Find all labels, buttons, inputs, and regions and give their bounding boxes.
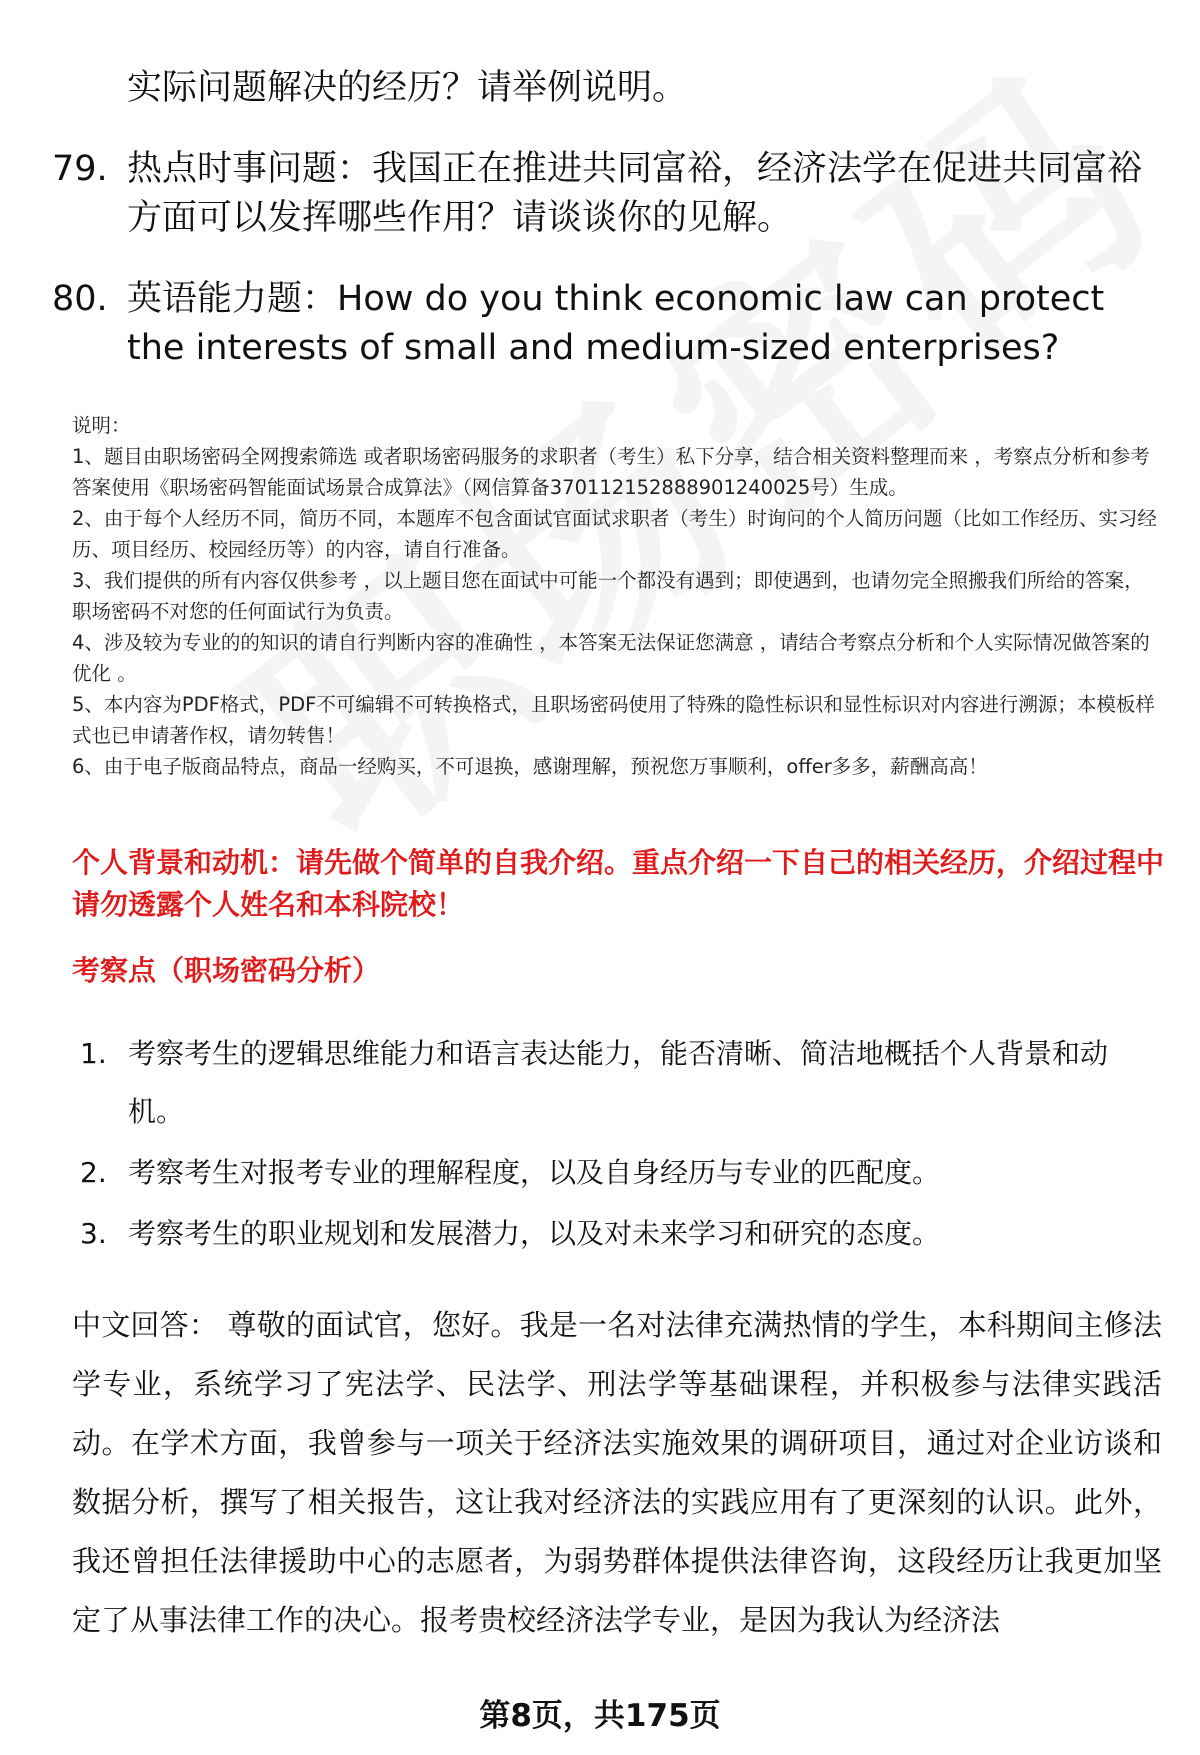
notes-title: 说明： xyxy=(72,414,131,437)
answer-label: 中文回答： xyxy=(72,1308,219,1342)
note-item: 2、由于每个人经历不同，简历不同，本题库不包含面试官面试求职者（考生）时询问的个人简历问题（比如工作经历、实习经历、项目经历、校园经历等）的内容，请自行准备。 xyxy=(72,507,1157,561)
list-item-text: 考察考生的逻辑思维能力和语言表达能力，能否清晰、简洁地概括个人背景和动机。 xyxy=(128,1037,1109,1128)
question-text: 英语能力题：How do you think economic law can protect the interests of small and medium-sized enterprises? xyxy=(127,279,1105,368)
motive-question-heading: 个人背景和动机：请先做个简单的自我介绍。重点介绍一下自己的相关经历，介绍过程中请勿透露个人姓名和本科院校！ xyxy=(72,846,1165,921)
previous-question-continuation: 实际问题解决的经历？请举例说明。 xyxy=(127,68,688,108)
question-number: 79. xyxy=(52,149,108,189)
exam-points-title: 考察点（职场密码分析） xyxy=(72,954,381,987)
question-80 xyxy=(52,275,1162,373)
answer-text: 尊敬的面试官，您好。我是一名对法律充满热情的学生，本科期间主修法学专业，系统学习了宪法学、民法学、刑法学等基础课程，并积极参与法律实践活动。在学术方面，我曾参与一项关于经济法实施效果的调研项目，通过对企业访谈和数据分析，撰写了相关报告，这让我对经济法的实践应用有了更深刻的认识。此外，我还曾担任法律援助中心的志愿者，为弱势群体提供法律咨询，这段经历让我更加坚定了从事法律工作的决心。报考贵校经济法学专业，是因为我认为经济法 xyxy=(72,1308,1162,1637)
question-79 xyxy=(52,145,1162,243)
note-item: 1、题目由职场密码全网搜索筛选 或者职场密码服务的求职者（考生）私下分享，结合相关资料整理而来 ，考察点分析和参考答案使用《职场密码智能面试场景合成算法》（网信算备370112152888901240025号）生成。 xyxy=(72,445,1150,499)
list-item-text: 考察考生对报考专业的理解程度，以及自身经历与专业的匹配度。 xyxy=(128,1156,941,1189)
list-item-number: 3. xyxy=(80,1217,107,1250)
list-item-number: 2. xyxy=(80,1156,107,1189)
note-item: 5、本内容为PDF格式，PDF不可编辑不可转换格式，且职场密码使用了特殊的隐性标识和显性标识对内容进行溯源；本模板样式也已申请著作权，请勿转售！ xyxy=(72,693,1155,747)
note-item: 6、由于电子版商品特点，商品一经购买，不可退换，感谢理解，预祝您万事顺利，offer多多，薪酬高高！ xyxy=(72,755,988,778)
list-item-text: 考察考生的职业规划和发展潜力，以及对未来学习和研究的态度。 xyxy=(128,1217,941,1250)
list-item xyxy=(80,1144,1160,1202)
chinese-answer xyxy=(72,1296,1162,1650)
list-item-number: 1. xyxy=(80,1037,107,1070)
question-text: 热点时事问题：我国正在推进共同富裕，经济法学在促进共同富裕方面可以发挥哪些作用？请谈谈你的见解。 xyxy=(127,149,1143,238)
list-item xyxy=(80,1205,1160,1263)
disclaimer-notes xyxy=(72,410,1162,782)
note-item: 4、涉及较为专业的的知识的请自行判断内容的准确性 ，本答案无法保证您满意 ，请结合考察点分析和个人实际情况做答案的优化 。 xyxy=(72,631,1150,685)
note-item: 3、我们提供的所有内容仅供参考 ，以上题目您在面试中可能一个都没有遇到；即使遇到，也请勿完全照搬我们所给的答案，职场密码不对您的任何面试行为负责。 xyxy=(72,569,1144,623)
page-footer: 第8页，共175页 xyxy=(479,1698,721,1734)
list-item xyxy=(80,1025,1160,1141)
question-number: 80. xyxy=(52,279,108,319)
exam-points-list xyxy=(80,1025,1160,1266)
